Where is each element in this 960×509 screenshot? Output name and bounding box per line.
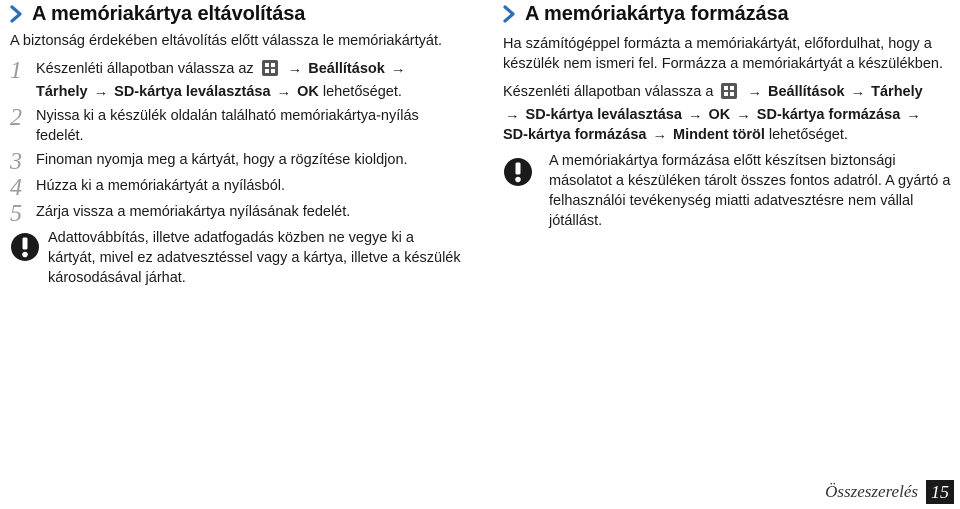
intro-paragraph: A biztonság érdekében eltávolítás előtt válassza le memóriakártyát. xyxy=(10,33,443,49)
section-title: A memóriakártya formázása xyxy=(525,2,789,25)
right-column xyxy=(503,0,955,231)
left-column xyxy=(10,0,462,288)
menu-path-item: Beállítások xyxy=(308,61,385,77)
page-number-badge: 15 xyxy=(926,480,954,504)
step-number: 1 xyxy=(10,58,22,84)
page-footer xyxy=(825,480,954,504)
arrow-glyph: → xyxy=(652,127,667,143)
arrow-glyph: → xyxy=(390,61,406,77)
step-text: Nyissa ki a készülék oldalán található memóriakártya-nyílás fedelét. xyxy=(36,108,419,144)
section-label: Összeszerelés xyxy=(825,482,918,501)
warning-note xyxy=(10,228,462,288)
menu-path-item: OK xyxy=(297,84,319,100)
step-number: 5 xyxy=(10,201,22,227)
arrow-glyph: → xyxy=(906,107,921,123)
warning-note xyxy=(503,151,955,231)
arrow-glyph: → xyxy=(687,107,703,123)
step-text: Húzza ki a memóriakártyát a nyílásból. xyxy=(36,178,286,194)
arrow-glyph: → xyxy=(736,107,751,123)
menu-path-item: SD-kártya leválasztása xyxy=(114,84,271,100)
instruction-paragraph xyxy=(503,82,955,145)
section-heading-remove xyxy=(10,2,462,26)
arrow-glyph: → xyxy=(93,84,109,100)
intro-paragraph: Ha számítógéppel formázta a memóriakártyát, előfordulhat, hogy a készülék nem ismeri fel. Formázza a memóriakártyát a készülékben. xyxy=(503,36,943,72)
apps-grid-icon xyxy=(721,83,737,105)
menu-path-item: SD-kártya leválasztása xyxy=(525,107,682,123)
section-heading-format xyxy=(503,2,955,26)
arrow-glyph: → xyxy=(276,84,292,100)
menu-path-item: OK xyxy=(708,107,731,123)
menu-path-item: Mindent töröl xyxy=(673,127,765,143)
step-item xyxy=(10,175,462,201)
instruction-text-segment: Készenléti állapotban válassza a xyxy=(503,84,714,100)
step-item xyxy=(10,59,462,102)
menu-path-item: SD-kártya formázása xyxy=(503,127,647,143)
menu-path-item: Tárhely xyxy=(36,84,88,100)
step-item xyxy=(10,201,462,227)
step-item xyxy=(10,106,462,146)
step-text xyxy=(36,59,462,102)
warning-icon xyxy=(503,151,549,231)
arrow-glyph: → xyxy=(505,107,520,123)
warning-text: Adattovábbítás, illetve adatfogadás közben ne vegye ki a kártyát, mivel ez adatvesztéssel vagy a kártya, illetve a készülék károsodásával járhat. xyxy=(48,230,461,286)
step-text-segment: Készenléti állapotban válassza az xyxy=(36,61,254,77)
warning-icon xyxy=(10,228,48,288)
instruction-text-segment: lehetőséget. xyxy=(768,127,848,143)
warning-text: A memóriakártya formázása előtt készítsen biztonsági másolatot a készüléken tárolt összes fontos adatról. A gyártó a felhasználói tevékenység miatti adatvesztésre nem vállal jótállást. xyxy=(549,153,951,229)
menu-path-item: Beállítások xyxy=(767,84,845,100)
step-number: 4 xyxy=(10,175,22,201)
chevron-right-icon xyxy=(503,4,517,24)
step-text: Finoman nyomja meg a kártyát, hogy a rögzítése kioldjon. xyxy=(36,152,408,168)
step-item xyxy=(10,149,462,175)
chevron-right-icon xyxy=(10,4,24,24)
arrow-glyph: → xyxy=(850,84,866,100)
arrow-glyph: → xyxy=(747,84,762,100)
section-title: A memóriakártya eltávolítása xyxy=(32,2,306,25)
menu-path-item: Tárhely xyxy=(871,84,923,100)
step-number: 3 xyxy=(10,149,22,175)
step-number: 2 xyxy=(10,105,22,131)
apps-grid-icon xyxy=(262,60,278,82)
step-text-segment: lehetőséget. xyxy=(322,84,402,100)
arrow-glyph: → xyxy=(287,61,303,77)
steps-list xyxy=(10,58,462,227)
menu-path-item: SD-kártya formázása xyxy=(756,107,901,123)
step-text: Zárja vissza a memóriakártya nyílásának fedelét. xyxy=(36,204,351,220)
